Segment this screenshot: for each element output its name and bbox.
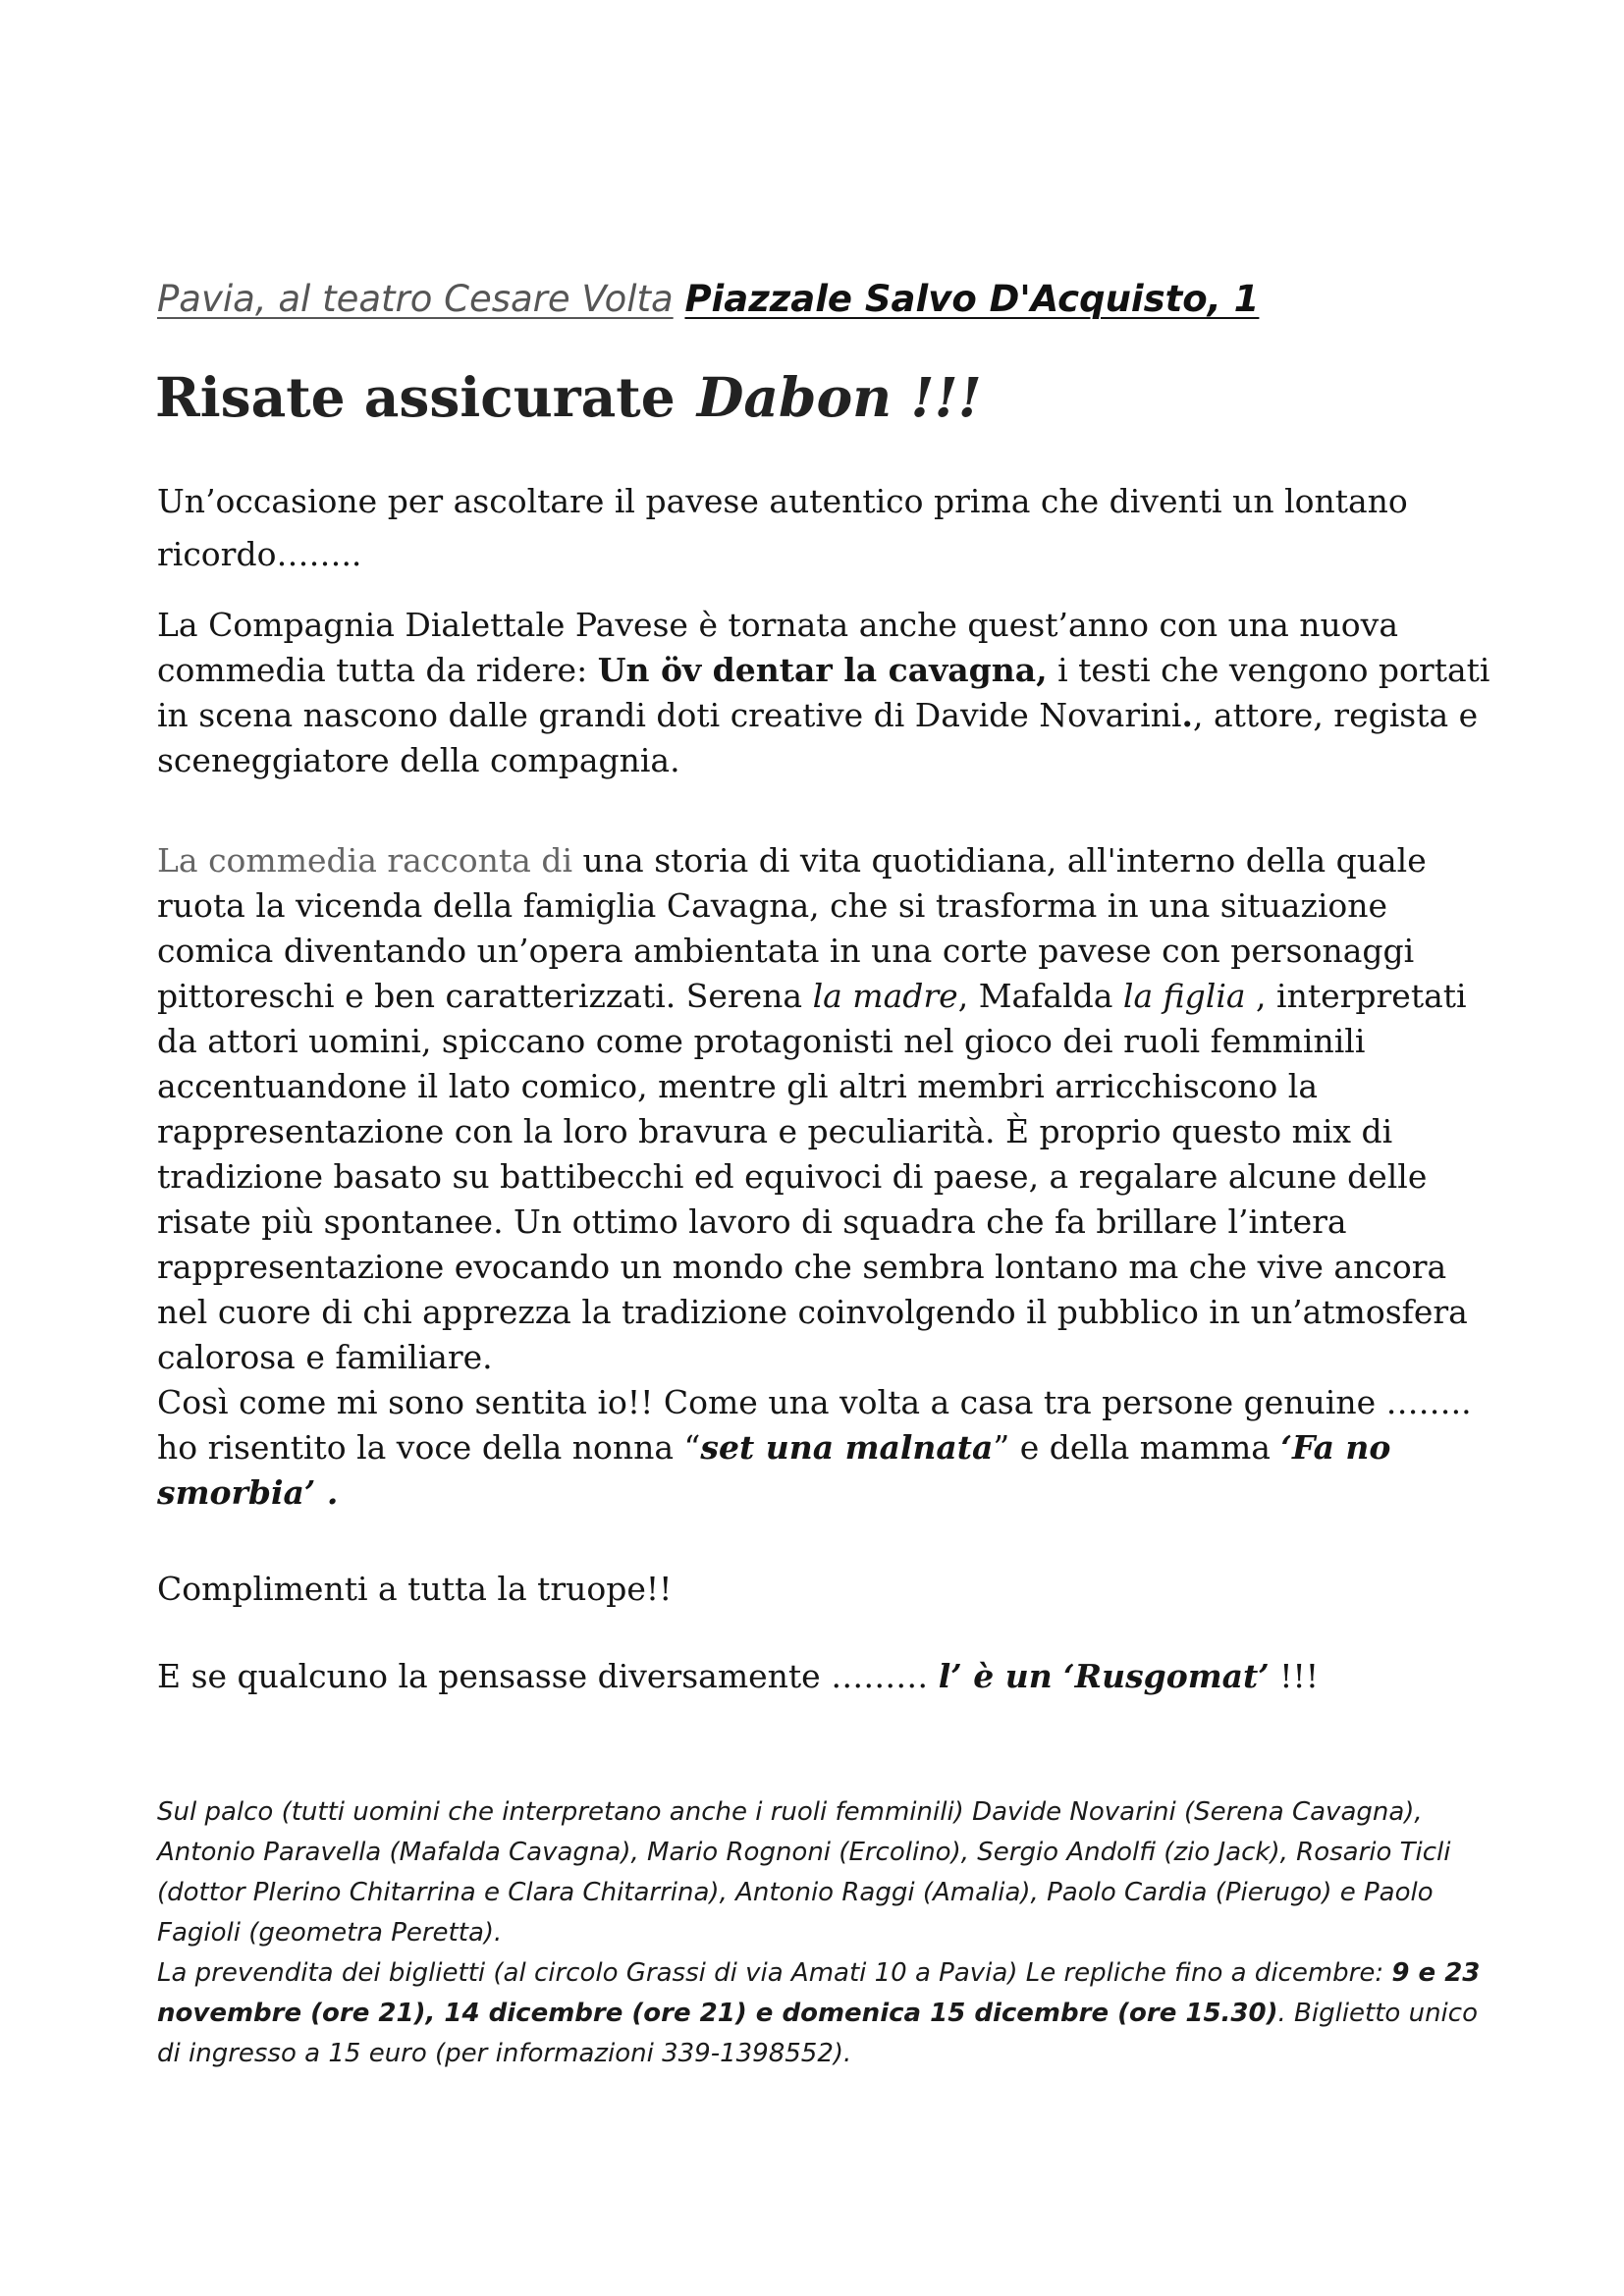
tickets-text-end: . Biglietto unico di ingresso a 15 euro (per informazioni 339-1398552). (157, 1999, 1478, 2068)
tickets-text-start: La prevendita dei biglietti (al circolo Grassi di via Amati 10 a Pavia) Le repliche fino a dicembre: (157, 1958, 1392, 1988)
company-text-start: La Compagnia Dialettale Pavese è tornata anche quest’anno con una nuova commedia tutta da ridere: (157, 606, 1398, 689)
closing-exclaim: !!! (1269, 1657, 1320, 1695)
memory-text-start: Così come mi sono sentita io!! Come una volta a casa tra persone genuine …….. ho risentito la voce della nonna “ (157, 1383, 1472, 1467)
story-paragraph (157, 838, 1492, 1516)
company-paragraph (157, 603, 1492, 783)
role-daughter: la figlia (1122, 977, 1246, 1015)
story-text-3: , interpretati da attori uomini, spiccano come protagonisti nel gioco dei ruoli femminili accentuandone il lato comico, mentre gli altri membri arricchiscono la rappresentazione con la loro bravura e peculiarità. È proprio questo mix di tradizione basato su battibecchi ed equivoci di paese, a regalare alcune delle risate più spontanee. Un ottimo lavoro di squadra che fa brillare l’intera rappresentazione evocando un mondo che sembra lontano ma che vive ancora nel cuore di chi apprezza la tradizione coinvolgendo il pubblico in un’atmosfera calorosa e familiare. (157, 977, 1468, 1376)
role-mother: la madre (812, 977, 958, 1015)
company-text-end: , attore, regista e sceneggiatore della compagnia. (157, 696, 1479, 779)
venue-address: Piazzale Salvo D'Acquisto, 1 (684, 278, 1260, 320)
headline (155, 363, 982, 432)
headline-main: Risate assicurate (155, 365, 676, 429)
story-text-1: una storia di vita quotidiana, all'interno della quale ruota la vicenda della famiglia Cavagna, che si trasforma in una situazione comica diventando un’opera ambientata in una corte pavese con personaggi pittoreschi e ben caratterizzati. Serena (157, 841, 1427, 1015)
tickets-info (157, 1953, 1492, 2074)
dialect-quote-1: set una malnata (700, 1428, 994, 1467)
bold-dot: . (1181, 696, 1193, 734)
compliments-line: Complimenti a tutta la truope!! (157, 1570, 673, 1608)
dialect-quote-2: ‘Fa no smorbia’ . (157, 1428, 1391, 1512)
closing-emphasis: l’ è un ‘Rusgomat’ (938, 1657, 1270, 1695)
memory-text-mid: ” e della mamma (993, 1428, 1281, 1467)
story-lead: La commedia racconta di (157, 841, 573, 880)
play-title: Un öv dentar la cavagna, (597, 651, 1048, 689)
closing-line (157, 1654, 1492, 1699)
intro-paragraph: Un’occasione per ascoltare il pavese autentico prima che diventi un lontano ricordo…….. (157, 482, 1408, 573)
venue-line (157, 277, 1483, 322)
company-text-middle: i testi che vengono portati in scena nascono dalle grandi doti creative di Davide Novarini (157, 651, 1490, 734)
headline-emphasis: Dabon !!! (696, 365, 982, 429)
venue-city-theatre: Pavia, al teatro Cesare Volta (157, 278, 674, 320)
cast-list: Sul palco (tutti uomini che interpretano anche i ruoli femminili) Davide Novarini (Serena Cavagna), Antonio Paravella (Mafalda Cavagna), Mario Rognoni (Ercolino), Sergio Andolfi (zio Jack), Rosario Ticli (dottor PIerino Chitarrina e Clara Chitarrina), Antonio Raggi (Amalia), Paolo Cardia (Pierugo) e Paolo Fagioli (geometra Peretta). (157, 1797, 1451, 1948)
performance-dates: 9 e 23 novembre (ore 21), 14 dicembre (ore 21) e domenica 15 dicembre (ore 15.30) (157, 1958, 1481, 2028)
closing-text: E se qualcuno la pensasse diversamente ……… (157, 1657, 939, 1695)
credits-block (157, 1792, 1492, 2074)
story-text-2: , Mafalda (957, 977, 1123, 1015)
